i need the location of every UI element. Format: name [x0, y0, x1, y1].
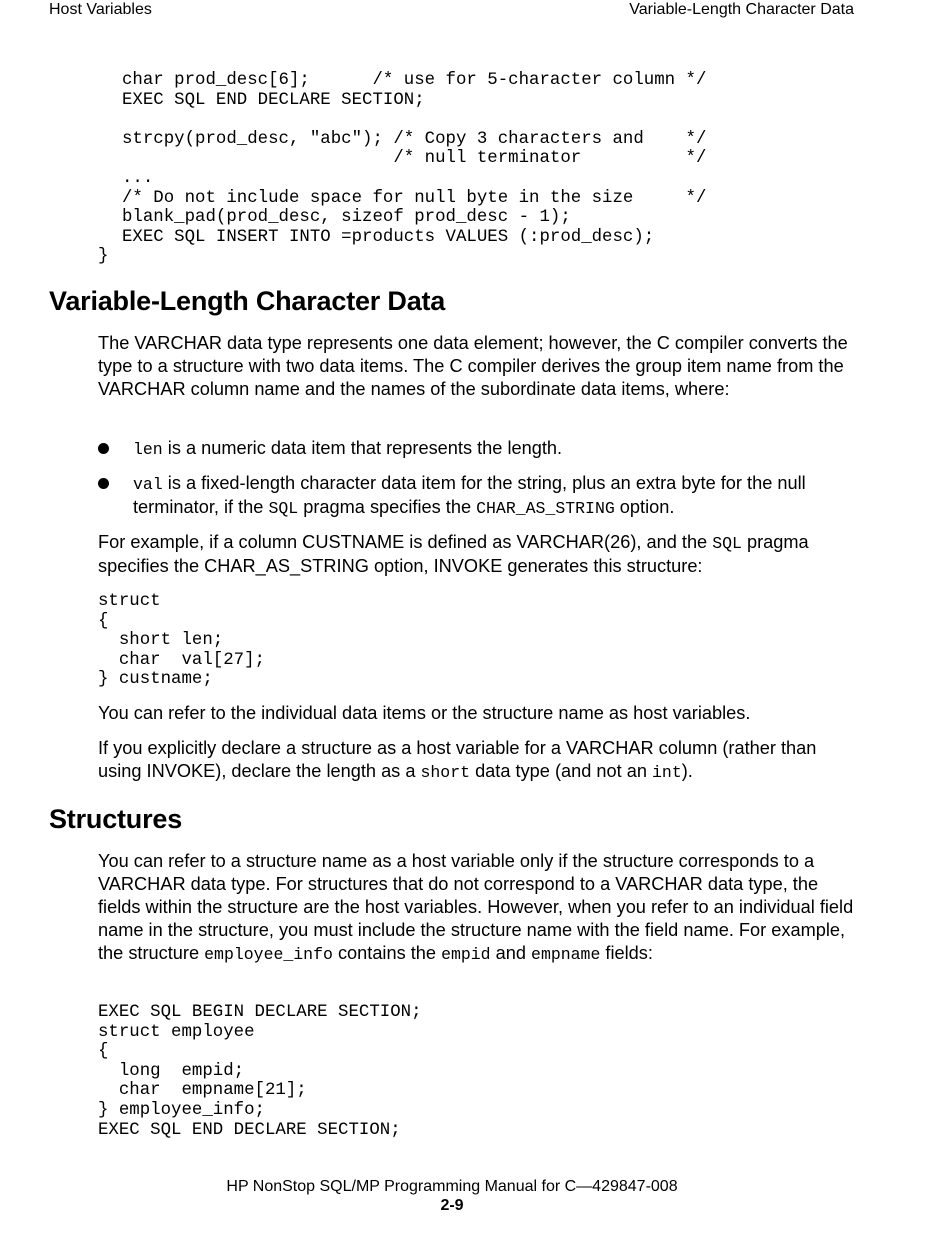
code-len: len: [133, 440, 163, 459]
structures-text-b: contains the: [332, 943, 442, 963]
structures-text-d: fields:: [600, 943, 653, 963]
example-text-b: pragma specifies the CHAR_AS_STRING option, INVOKE generates this structure:: [98, 532, 809, 576]
code-sql: SQL: [268, 499, 299, 518]
code-block-prod-desc: char prod_desc[6]; /* use for 5-character column */ EXEC SQL END DECLARE SECTION; strcpy(prod_desc, "abc"); /* Copy 3 characters and */ /* null terminator */ ... /* Do not include space for null byte in the size */ blank_pad(prod_desc, sizeof prod_desc - 1); EXEC SQL INSERT INTO =products VALUES (:prod_desc);: [122, 71, 707, 247]
bullet-val: [98, 472, 858, 520]
example-paragraph: [98, 531, 858, 578]
code-block-custname-struct: struct { short len; char val[27]; } custname;: [98, 592, 265, 690]
code-val: val: [133, 475, 163, 494]
code-empid: empid: [441, 945, 491, 964]
bullet-len: [98, 437, 858, 461]
bullet-val-text-a: is a fixed-length character data item for the string, plus an extra byte for the null terminator, if the: [133, 473, 806, 517]
bullet-icon: [98, 443, 109, 454]
code-char-as-string: CHAR_AS_STRING: [476, 499, 615, 518]
structures-paragraph: [98, 850, 858, 966]
bullet-icon: [98, 478, 109, 489]
example-text-a: For example, if a column CUSTNAME is defined as VARCHAR(26), and the: [98, 532, 713, 552]
varchar-intro-paragraph: The VARCHAR data type represents one data element; however, the C compiler converts the type to a structure with two data items. The C compiler derives the group item name from the VARCHAR column name and the names of the subordinate data items, where:: [98, 333, 848, 399]
structures-text-c: and: [490, 943, 532, 963]
refer-paragraph: You can refer to the individual data items or the structure name as host variables.: [98, 703, 751, 723]
code-short: short: [420, 763, 471, 782]
code-int: int: [652, 763, 682, 782]
code-block-employee-struct: EXEC SQL BEGIN DECLARE SECTION; struct employee { long empid; char empname[21]; } employee_info; EXEC SQL END DECLARE SECTION;: [98, 1003, 422, 1140]
structures-text-a: You can refer to a structure name as a host variable only if the structure corresponds to a VARCHAR data type. For structures that do not correspond to a VARCHAR data type, the fields within the structure are the host variables. However, when you refer to an individual field name in the structure, you must include the structure name with the field name. For example, the structure: [98, 851, 854, 963]
code-sql: SQL: [712, 534, 742, 553]
bullet-val-text-b: pragma specifies the: [298, 497, 477, 517]
running-header-left: Host Variables: [49, 1, 152, 18]
varchar-bullet-list: [98, 437, 858, 531]
code-employee-info: employee_info: [204, 945, 333, 964]
section-heading-structures: Structures: [49, 804, 183, 834]
footer-page-number: 2-9: [440, 1197, 464, 1214]
running-header-right: Variable-Length Character Data: [629, 1, 854, 18]
explicit-text-b: data type (and not an: [470, 761, 653, 781]
bullet-val-text-c: option.: [614, 497, 675, 517]
explicit-text-c: ).: [681, 761, 693, 781]
code-closing-brace: }: [98, 247, 109, 266]
footer-manual-title: HP NonStop SQL/MP Programming Manual for C—429847-008: [226, 1178, 678, 1195]
explicit-text-a: If you explicitly declare a structure as a host variable for a VARCHAR column (rather than using INVOKE), declare the length as a: [98, 738, 817, 781]
explicit-declare-paragraph: [98, 737, 858, 784]
bullet-len-text: is a numeric data item that represents the length.: [162, 438, 563, 458]
code-empname: empname: [531, 945, 601, 964]
section-heading-varchar: Variable-Length Character Data: [49, 286, 446, 316]
